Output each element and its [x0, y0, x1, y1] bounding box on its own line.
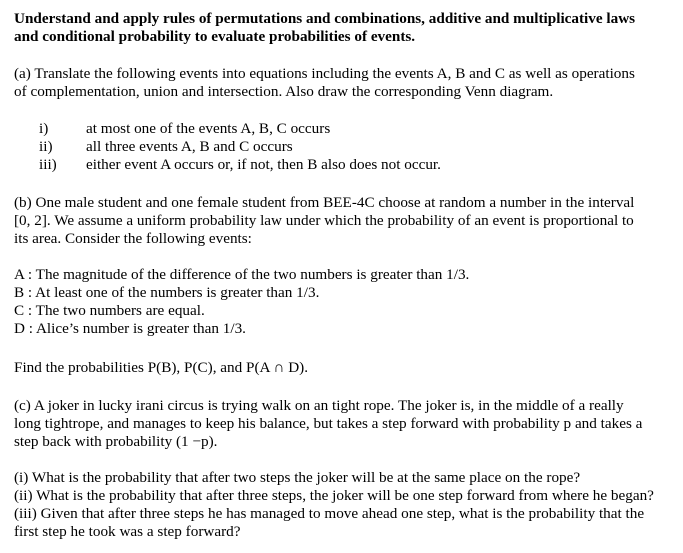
part-c-line-3: step back with probability (1 −p).	[14, 433, 218, 450]
list-item-number: iii)	[39, 156, 57, 173]
list-item-text: either event A occurs or, if not, then B also does not occur.	[86, 156, 441, 173]
list-item	[39, 138, 639, 156]
part-c-line-1: (c) A joker in lucky irani circus is trying walk on an tight rope. The joker is, in the middle of a really	[14, 397, 624, 414]
part-c-questions	[14, 469, 678, 541]
list-item-number: i)	[39, 120, 49, 137]
part-a-paragraph	[14, 65, 678, 101]
part-a-line-1: (a) Translate the following events into equations including the events A, B and C as well as operations	[14, 65, 635, 82]
objective-heading	[14, 10, 678, 46]
question-line: (i) What is the probability that after two steps the joker will be at the same place on the rope?	[14, 469, 581, 486]
list-item-text: at most one of the events A, B, C occurs	[86, 120, 331, 137]
list-item-text: all three events A, B and C occurs	[86, 138, 293, 155]
part-b-find: Find the probabilities P(B), P(C), and P(A ∩ D).	[14, 359, 309, 376]
event-d: D : Alice’s number is greater than 1/3.	[14, 320, 246, 337]
list-item	[39, 156, 639, 174]
part-c-paragraph	[14, 397, 678, 451]
part-b-line-1: (b) One male student and one female student from BEE-4C choose at random a number in the interval	[14, 194, 635, 211]
part-b-line-3: its area. Consider the following events:	[14, 230, 252, 247]
part-c-line-2: long tightrope, and manages to keep his balance, but takes a step forward with probability p and takes a	[14, 415, 643, 432]
heading-line-1: Understand and apply rules of permutations and combinations, additive and multiplicative laws	[14, 10, 636, 27]
question-line: (iii) Given that after three steps he has managed to move ahead one step, what is the probability that the	[14, 505, 645, 522]
heading-line-2: and conditional probability to evaluate probabilities of events.	[14, 28, 416, 45]
question-line: first step he took was a step forward?	[14, 523, 241, 540]
question-line: (ii) What is the probability that after three steps, the joker will be one step forward from where he began?	[14, 487, 654, 504]
part-b-line-2: [0, 2]. We assume a uniform probability law under which the probability of an event is proportional to	[14, 212, 634, 229]
list-item-number: ii)	[39, 138, 53, 155]
event-b: B : At least one of the numbers is greater than 1/3.	[14, 284, 320, 301]
event-a: A : The magnitude of the difference of the two numbers is greater than 1/3.	[14, 266, 470, 283]
part-a-line-2: of complementation, union and intersection. Also draw the corresponding Venn diagram.	[14, 83, 554, 100]
list-item	[39, 120, 639, 138]
event-c: C : The two numbers are equal.	[14, 302, 205, 319]
part-b-paragraph	[14, 194, 678, 248]
